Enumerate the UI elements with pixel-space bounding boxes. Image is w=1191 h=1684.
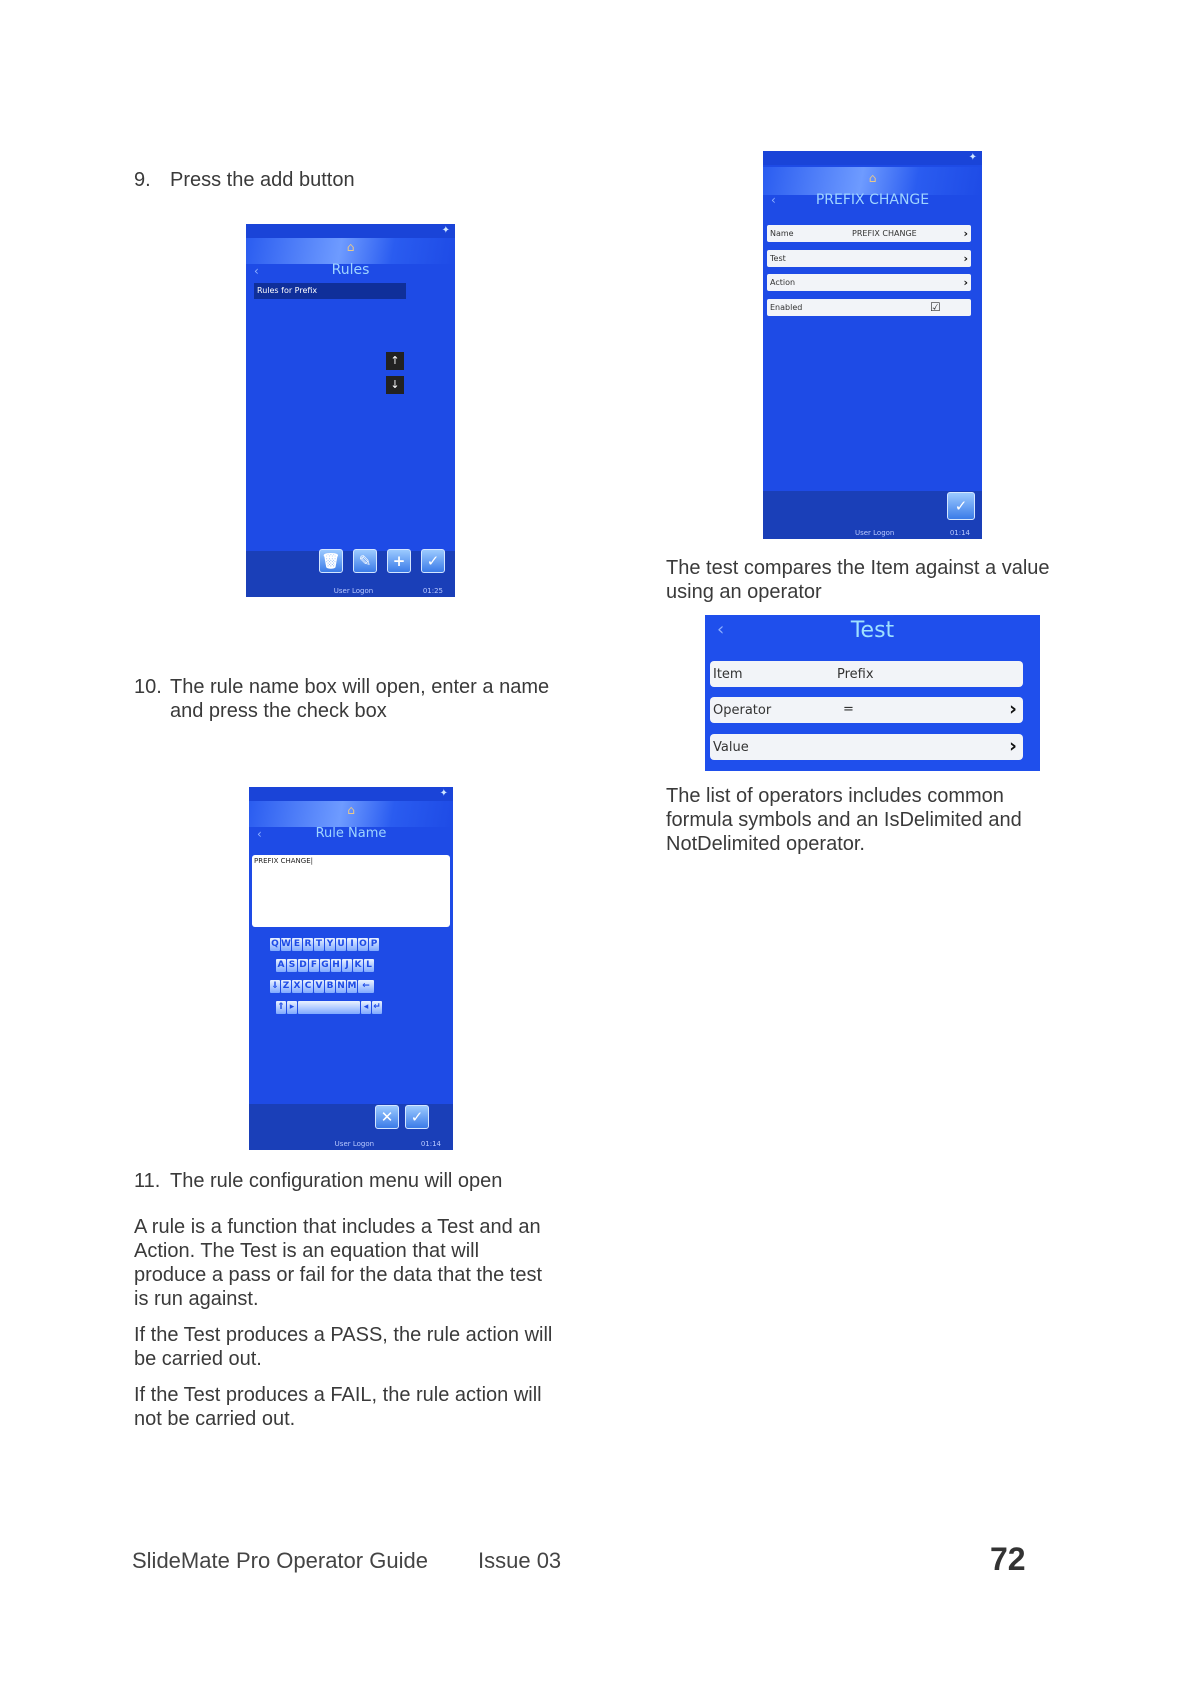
screen-title: Rules [331, 262, 370, 278]
key-w[interactable]: W [281, 939, 291, 949]
row-value: = [843, 702, 854, 717]
action-row[interactable] [767, 274, 971, 291]
key-c[interactable]: C [304, 981, 312, 991]
check-icon: ✓ [410, 1108, 424, 1126]
confirm-button[interactable] [947, 492, 975, 520]
screen-title: PREFIX CHANGE [815, 192, 930, 208]
paragraph [134, 1323, 584, 1371]
paragraph-line: A rule is a function that includes a Test and an [134, 1216, 541, 1238]
chevron-right-icon: › [1009, 735, 1017, 757]
key-g[interactable]: G [321, 960, 329, 970]
paragraph-line: If the Test produces a FAIL, the rule action will [134, 1384, 542, 1406]
trash-icon: 🗑 [321, 552, 341, 570]
key-e[interactable]: E [293, 939, 301, 949]
home-icon[interactable]: ⌂ [346, 240, 355, 254]
key-p[interactable]: P [370, 939, 378, 949]
chevron-right-icon: › [963, 227, 968, 240]
key-u[interactable]: U [337, 939, 345, 949]
key-i[interactable]: I [347, 938, 357, 951]
paragraph-line: not be carried out. [134, 1408, 296, 1430]
keyboard-row-4 [276, 1001, 382, 1014]
step-number: 10. [134, 676, 162, 698]
confirm-button[interactable] [421, 549, 445, 573]
footer-issue: Issue 03 [478, 1548, 562, 1573]
step-10 [134, 675, 549, 723]
text-line: The test compares the Item against a value [666, 557, 1050, 579]
status-bar [249, 1138, 453, 1150]
confirm-button[interactable] [405, 1105, 429, 1129]
back-icon[interactable]: ‹ [254, 264, 259, 278]
key-h[interactable]: H [332, 960, 340, 970]
user-logon[interactable]: User Logon [854, 529, 895, 537]
prefix-change-screen [763, 151, 982, 539]
key-j[interactable]: J [342, 959, 352, 972]
key-d[interactable]: D [299, 960, 307, 970]
row-label: Action [770, 278, 796, 287]
row-label: Operator [713, 703, 772, 718]
paragraph-line: produce a pass or fail for the data that the test [134, 1264, 543, 1286]
backspace-key[interactable]: ← [358, 980, 374, 993]
edit-button[interactable] [353, 549, 377, 573]
step-text: The rule configuration menu will open [170, 1170, 503, 1192]
keyboard-row-3 [270, 980, 374, 993]
key-z[interactable]: Z [282, 981, 290, 991]
chevron-right-icon: › [963, 276, 968, 289]
enabled-row [767, 299, 971, 316]
rule-name-screen [249, 787, 453, 1150]
home-icon[interactable]: ⌂ [868, 171, 877, 185]
text-line: NotDelimited operator. [666, 833, 865, 855]
pencil-icon: ✎ [358, 552, 372, 570]
shift-key[interactable]: ⇓ [271, 981, 279, 991]
row-label: Enabled [770, 303, 803, 312]
cancel-button[interactable] [375, 1105, 399, 1129]
operator-row[interactable] [710, 697, 1023, 723]
row-value: PREFIX CHANGE [852, 229, 917, 238]
key-s[interactable]: S [288, 960, 296, 970]
paragraph-line: Action. The Test is an equation that will [134, 1240, 480, 1262]
delete-button[interactable] [319, 549, 343, 573]
check-icon: ✓ [426, 552, 440, 570]
left-arrow-key[interactable]: ◂ [361, 1001, 371, 1014]
test-row[interactable] [767, 250, 971, 267]
paragraph [134, 1215, 584, 1311]
keyboard-row-2 [276, 959, 374, 972]
check-icon: ✓ [954, 497, 968, 515]
footer-guide-title: SlideMate Pro Operator Guide [132, 1548, 428, 1573]
chevron-right-icon: › [963, 252, 968, 265]
key-m[interactable]: M [347, 981, 357, 991]
space-key[interactable] [298, 1001, 360, 1014]
network-icon: ✦ [441, 225, 450, 236]
enabled-checkbox[interactable]: ☑ [930, 300, 941, 314]
rules-screen [246, 224, 455, 597]
row-label: Value [713, 740, 749, 755]
rule-description [134, 1215, 584, 1443]
status-bar [763, 527, 982, 539]
step-11 [134, 1169, 502, 1193]
name-row[interactable] [767, 225, 971, 242]
move-down-button[interactable]: ↓ [386, 376, 404, 394]
back-icon[interactable]: ‹ [717, 619, 725, 640]
screen-title: Rule Name [315, 826, 387, 841]
paragraph-line: is run against. [134, 1288, 259, 1310]
row-value: Prefix [837, 667, 874, 682]
text-line: using an operator [666, 581, 822, 603]
operators-description [666, 784, 1106, 856]
key-q[interactable]: Q [271, 939, 279, 949]
rule-name-input[interactable]: PREFIX CHANGE| [252, 855, 450, 927]
paragraph-line: be carried out. [134, 1348, 262, 1370]
clock: 01:14 [420, 1140, 441, 1148]
screen-title: Test [850, 618, 895, 643]
key-n[interactable]: N [337, 981, 345, 991]
plus-icon: + [392, 552, 406, 570]
key-l[interactable]: L [364, 959, 374, 972]
text-line: formula symbols and an IsDelimited and [666, 809, 1022, 831]
network-icon: ✦ [968, 152, 977, 163]
key-k[interactable]: K [354, 960, 362, 970]
step-text: Press the add button [170, 169, 355, 191]
list-item[interactable]: Rules for Prefix [254, 283, 406, 299]
user-logon[interactable]: User Logon [334, 1140, 375, 1148]
close-icon: ✕ [380, 1108, 394, 1126]
clock: 01:25 [422, 587, 443, 595]
symbols-key[interactable]: ▸ [287, 1001, 297, 1014]
row-label: Test [770, 254, 786, 263]
status-bar [246, 585, 455, 597]
step-text-line: and press the check box [170, 700, 387, 722]
test-screen [705, 615, 1040, 771]
clock: 01:14 [949, 529, 970, 537]
key-b[interactable]: B [326, 981, 334, 991]
row-label: Item [713, 667, 743, 682]
back-icon[interactable]: ‹ [257, 827, 262, 841]
key-v[interactable]: V [315, 981, 323, 991]
add-button[interactable] [387, 549, 411, 573]
caps-key[interactable]: ⇑ [277, 1002, 285, 1012]
key-f[interactable]: F [310, 960, 318, 970]
chevron-right-icon: › [1009, 698, 1017, 720]
keyboard-row-1 [270, 938, 379, 951]
text-line: The list of operators includes common [666, 785, 1004, 807]
key-a[interactable]: A [277, 960, 285, 970]
item-row[interactable] [710, 661, 1023, 687]
key-o[interactable]: O [359, 939, 367, 949]
step-text-line: The rule name box will open, enter a name [170, 676, 550, 698]
value-row[interactable] [710, 734, 1023, 760]
move-up-button[interactable]: ↑ [386, 352, 404, 370]
key-r[interactable]: R [304, 939, 312, 949]
row-label: Name [770, 229, 794, 238]
key-x[interactable]: X [293, 981, 301, 991]
enter-key[interactable]: ↵ [373, 1002, 381, 1012]
paragraph [134, 1383, 584, 1431]
home-icon[interactable]: ⌂ [347, 803, 355, 817]
key-y[interactable]: Y [326, 939, 334, 949]
paragraph-line: If the Test produces a PASS, the rule action will [134, 1324, 553, 1346]
step-number: 9. [134, 169, 151, 191]
network-icon: ✦ [439, 788, 448, 799]
user-logon[interactable]: User Logon [333, 587, 374, 595]
step-9 [134, 168, 355, 192]
back-icon[interactable]: ‹ [771, 193, 776, 207]
page-number: 72 [990, 1541, 1026, 1577]
key-t[interactable]: T [315, 939, 323, 949]
step-number: 11. [134, 1170, 161, 1192]
test-description [666, 556, 1106, 604]
